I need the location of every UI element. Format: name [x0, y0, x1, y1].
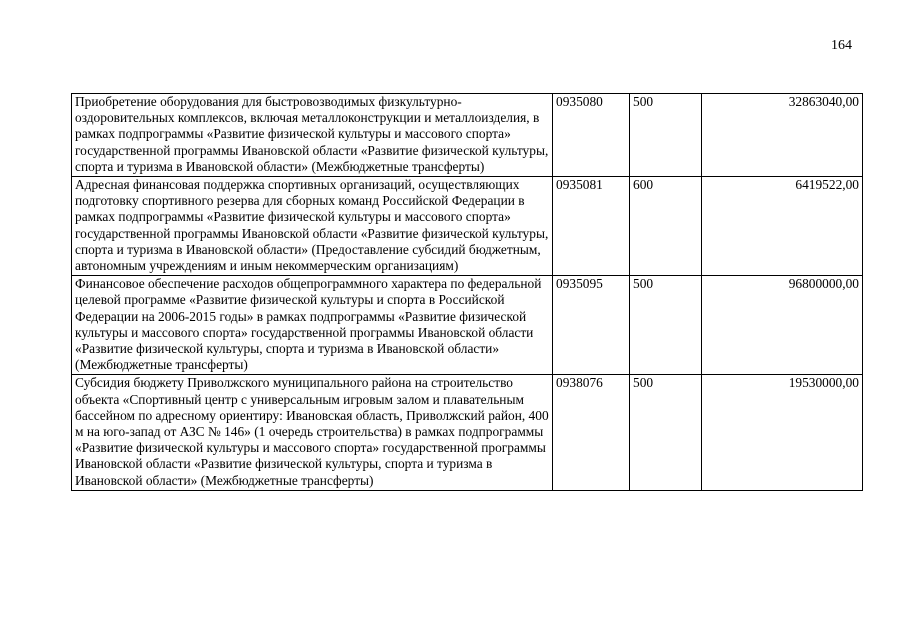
expense-name-cell: Финансовое обеспечение расходов общепрограммного характера по федеральной целевой программе «Развитие физической культуры и спорта в Российской Федерации на 2006-2015 годы» в рамках подпрограммы «Развитие физической культуры и массового спорта» государственной программы Ивановской области «Развитие физической культуры, спорта и туризма в Ивановской области» (Межбюджетные трансферты): [72, 276, 553, 375]
amount-cell: 6419522,00: [702, 177, 863, 276]
expense-name-cell: Адресная финансовая поддержка спортивных организаций, осуществляющих подготовку спортивного резерва для сборных команд Российской Федерации в рамках подпрограммы «Развитие физической культуры и массового спорта» государственной программы Ивановской области «Развитие физической культуры, спорта и туризма в Ивановской области» (Предоставление субсидий бюджетным, автономным учреждениям и иным некоммерческим организациям): [72, 177, 553, 276]
target-article-code-cell: 0935081: [553, 177, 630, 276]
budget-table: [71, 93, 863, 491]
table-row: [72, 94, 863, 177]
amount-cell: 32863040,00: [702, 94, 863, 177]
expense-type-cell: 500: [630, 276, 702, 375]
amount-cell: 96800000,00: [702, 276, 863, 375]
table-row: [72, 276, 863, 375]
target-article-code-cell: 0935095: [553, 276, 630, 375]
expense-type-cell: 600: [630, 177, 702, 276]
amount-cell: 19530000,00: [702, 375, 863, 490]
expense-name-cell: Субсидия бюджету Приволжского муниципального района на строительство объекта «Спортивный центр с универсальным игровым залом и плавательным бассейном по адресному ориентиру: Ивановская область, Приволжский район, 400 м на юго-запад от АЗС № 146» (1 очередь строительства) в рамках подпрограммы «Развитие физической культуры и массового спорта» государственной программы Ивановской области «Развитие физической культуры, спорта и туризма в Ивановской области» (Межбюджетные трансферты): [72, 375, 553, 490]
expense-name-cell: Приобретение оборудования для быстровозводимых физкультурно-оздоровительных комплексов, включая металлоконструкции и металлоизделия, в рамках подпрограммы «Развитие физической культуры и массового спорта» государственной программы Ивановской области «Развитие физической культуры, спорта и туризма в Ивановской области» (Межбюджетные трансферты): [72, 94, 553, 177]
table-row: [72, 177, 863, 276]
page-number: 164: [831, 38, 852, 53]
expense-type-cell: 500: [630, 375, 702, 490]
target-article-code-cell: 0938076: [553, 375, 630, 490]
table-row: [72, 375, 863, 490]
expense-type-cell: 500: [630, 94, 702, 177]
target-article-code-cell: 0935080: [553, 94, 630, 177]
